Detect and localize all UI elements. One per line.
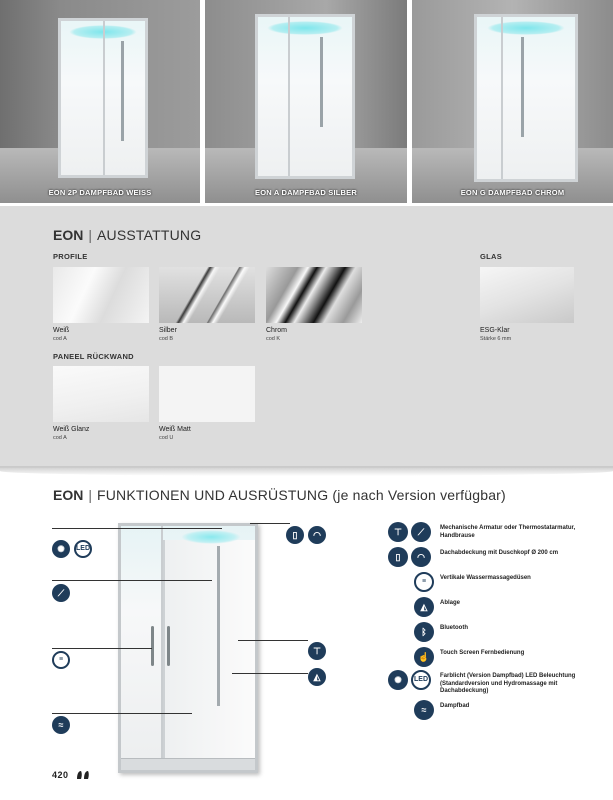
leader-line xyxy=(52,648,152,649)
tap-icon: ⊤ xyxy=(388,522,408,542)
legend-row: ◭ Ablage xyxy=(388,597,605,617)
cabin-diagram xyxy=(52,518,382,776)
leader-line xyxy=(238,640,308,641)
legend-row: ≈ Dampfbad xyxy=(388,700,605,720)
leader-line xyxy=(52,528,222,529)
panel-heading: PANEEL RÜCKWAND xyxy=(53,352,134,361)
swatch-label: Silber cod B xyxy=(159,327,177,342)
thermometer-icon: ⟋ xyxy=(411,522,431,542)
legend-row: ⊤ ⟋ Mechanische Armatur oder Thermostatarmatur, Handbrause xyxy=(388,522,605,542)
leader-line xyxy=(52,713,192,714)
shelf-icon: ◭ xyxy=(308,668,326,686)
shower-cabin-image xyxy=(474,14,578,182)
equipment-section xyxy=(0,206,613,468)
brand-logo-icon xyxy=(76,770,90,780)
swatch-profile-white xyxy=(53,267,149,323)
legend-row: ᛒ Bluetooth xyxy=(388,622,605,642)
swatch-label: Weiß Matt cod U xyxy=(159,426,191,441)
swatch-label: Chrom cod K xyxy=(266,327,288,342)
functions-title: EON | FUNKTIONEN UND AUSRÜSTUNG (je nach Version verfügbar) xyxy=(53,487,506,503)
swatch-label: Weiß cod A xyxy=(53,327,70,342)
leader-line xyxy=(250,523,290,524)
profile-heading: PROFILE xyxy=(53,252,88,261)
led-icon: LED xyxy=(411,670,431,690)
swatch-profile-silver xyxy=(159,267,255,323)
color-light-icon: ✺ xyxy=(52,540,70,558)
photo-eon-g-chrome xyxy=(412,0,613,203)
photo-caption: EON 2P DAMPFBAD WEISS xyxy=(48,188,152,197)
shower-cabin-image xyxy=(58,18,148,178)
shelf-icon: ◭ xyxy=(414,597,434,617)
led-icon: LED xyxy=(74,540,92,558)
rain-shower-icon: ▯ xyxy=(388,547,408,567)
steam-icon: ≈ xyxy=(52,716,70,734)
photo-caption: EON G DAMPFBAD CHROM xyxy=(460,188,565,197)
tap-icon: ⊤ xyxy=(308,642,326,660)
legend-row: ≡ Vertikale Wassermassagedüsen xyxy=(388,572,605,592)
photo-eon-2p-white xyxy=(0,0,200,203)
massage-jets-icon: ≡ xyxy=(414,572,434,592)
leader-line xyxy=(232,673,308,674)
steam-icon: ≈ xyxy=(414,700,434,720)
legend-row: ☝ Touch Screen Fernbedienung xyxy=(388,647,605,667)
overhead-shower-icon: ◠ xyxy=(411,547,431,567)
touch-screen-icon: ☝ xyxy=(414,647,434,667)
swatch-panel-matt xyxy=(159,366,255,422)
product-photos xyxy=(0,0,613,203)
legend-row: ✺ LED Farblicht (Version Dampfbad) LED Beleuchtung (Standardversion und Hydromassage mit Dachabdeckung) xyxy=(388,670,605,696)
color-light-icon: ✺ xyxy=(388,670,408,690)
bluetooth-icon: ᛒ xyxy=(414,622,434,642)
swatch-panel-gloss xyxy=(53,366,149,422)
swatch-glass-clear xyxy=(480,267,574,323)
glass-heading: GLAS xyxy=(480,252,503,261)
shower-cabin-image xyxy=(255,14,355,179)
swatch-profile-chrome xyxy=(266,267,362,323)
massage-jets-icon: ≡ xyxy=(52,651,70,669)
photo-caption: EON A DAMPFBAD SILBER xyxy=(255,188,357,197)
leader-line xyxy=(52,580,212,581)
swatch-label: ESG-Klar Stärke 6 mm xyxy=(480,327,512,342)
rain-shower-icon: ▯ xyxy=(286,526,304,544)
legend-row: ▯ ◠ Dachabdeckung mit Duschkopf Ø 200 cm xyxy=(388,547,605,567)
page-number: 420 xyxy=(52,770,69,780)
photo-eon-a-silver xyxy=(205,0,407,203)
equipment-title: EON | AUSSTATTUNG xyxy=(53,227,202,243)
thermometer-icon: ⟋ xyxy=(52,584,70,602)
overhead-shower-icon: ◠ xyxy=(308,526,326,544)
swatch-label: Weiß Glanz cod A xyxy=(53,426,90,441)
